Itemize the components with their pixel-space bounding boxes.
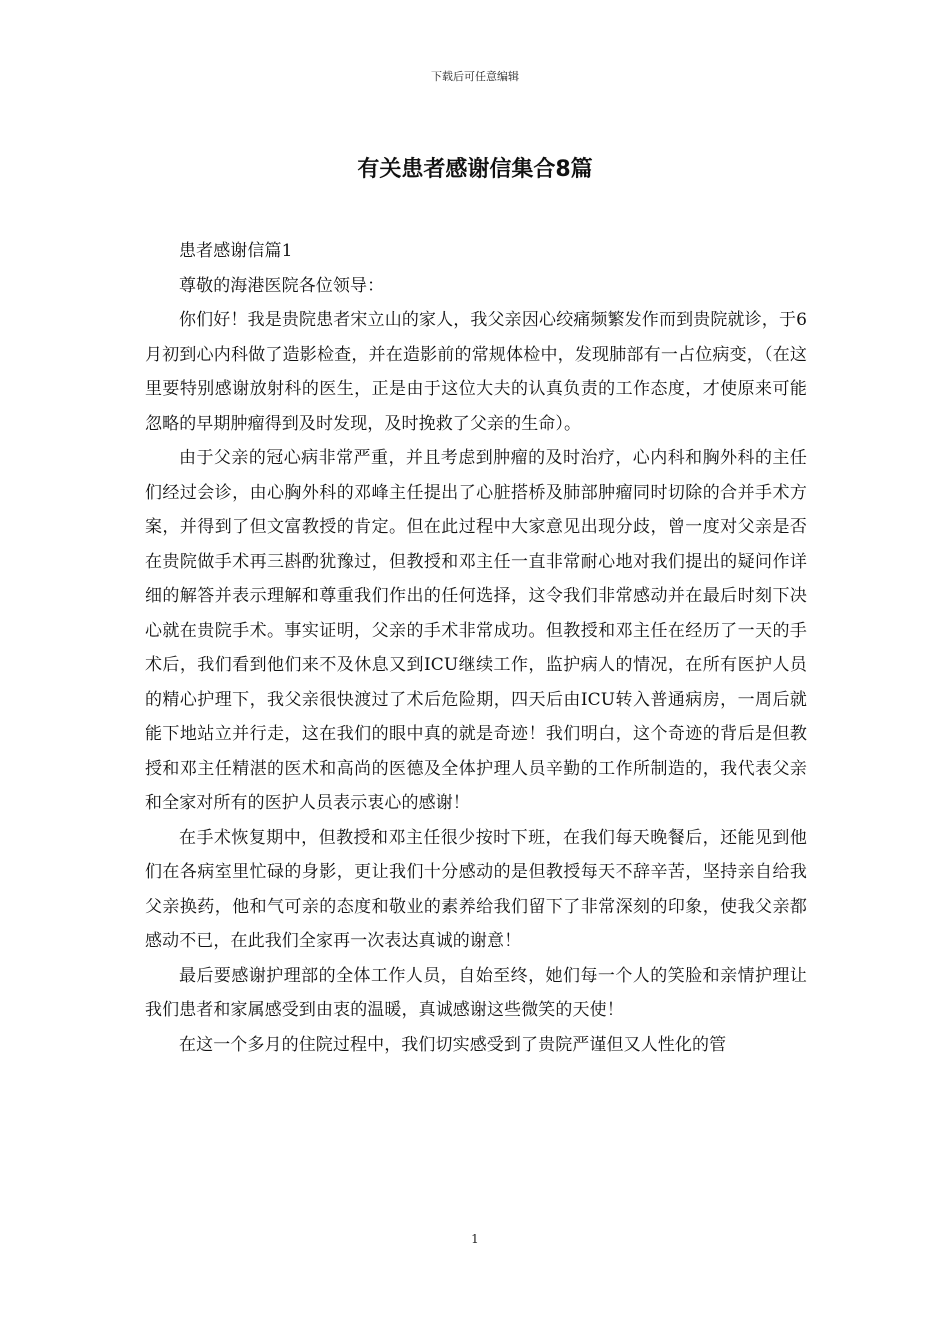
page-number: 1 xyxy=(471,1232,479,1246)
section-heading: 患者感谢信篇1 xyxy=(179,241,293,261)
body-paragraph: 由于父亲的冠心病非常严重，并且考虑到肿瘤的及时治疗，心内科和胸外科的主任们经过会诊，由心胸外科的邓峰主任提出了心脏搭桥及肺部肿瘤同时切除的合并手术方案，并得到了但文富教授的肯定。但在此过程中大家意见出现分歧，曾一度对父亲是否在贵院做手术再三斟酌犹豫过，但教授和邓主任一直非常耐心地对我们提出的疑问作详细的解答并表示理解和尊重我们作出的任何选择，这令我们非常感动并在最后时刻下决心就在贵院手术。事实证明，父亲的手术非常成功。但教授和邓主任在经历了一天的手术后，我们看到他们来不及休息又到ICU继续工作，监护病人的情况，在所有医护人员的精心护理下，我父亲很快渡过了术后危险期，四天后由ICU转入普通病房，一周后就能下地站立并行走，这在我们的眼中真的就是奇迹！我们明白，这个奇迹的背后是但教授和邓主任精湛的医术和高尚的医德及全体护理人员辛勤的工作所制造的，我代表父亲和全家对所有的医护人员表示衷心的感谢！ xyxy=(145,448,807,813)
body-paragraph: 在这一个多月的住院过程中，我们切实感受到了贵院严谨但又人性化的管 xyxy=(179,1034,727,1055)
body-paragraph: 最后要感谢护理部的全体工作人员，自始至终，她们每一个人的笑脸和亲情护理让我们患者和家属感受到由衷的温暖，真诚感谢这些微笑的天使！ xyxy=(145,965,807,1020)
body-paragraph: 在手术恢复期中，但教授和邓主任很少按时下班，在我们每天晚餐后，还能见到他们在各病室里忙碌的身影，更让我们十分感动的是但教授每天不辞辛苦，坚持亲自给我父亲换药，他和气可亲的态度和敬业的素养给我们留下了非常深刻的印象，使我父亲都感动不已，在此我们全家再一次表达真诚的谢意！ xyxy=(145,827,807,951)
header-note: 下载后可任意编辑 xyxy=(431,70,519,83)
document-title: 有关患者感谢信集合8篇 xyxy=(357,157,593,182)
salutation: 尊敬的海港医院各位领导： xyxy=(179,275,385,296)
document-body xyxy=(145,234,807,1062)
body-paragraph: 你们好！我是贵院患者宋立山的家人，我父亲因心绞痛频繁发作而到贵院就诊，于6月初到心内科做了造影检查，并在造影前的常规体检中，发现肺部有一占位病变，（在这里要特别感谢放射科的医生，正是由于这位大夫的认真负责的工作态度，才使原来可能忽略的早期肿瘤得到及时发现，及时挽救了父亲的生命）。 xyxy=(145,310,807,434)
